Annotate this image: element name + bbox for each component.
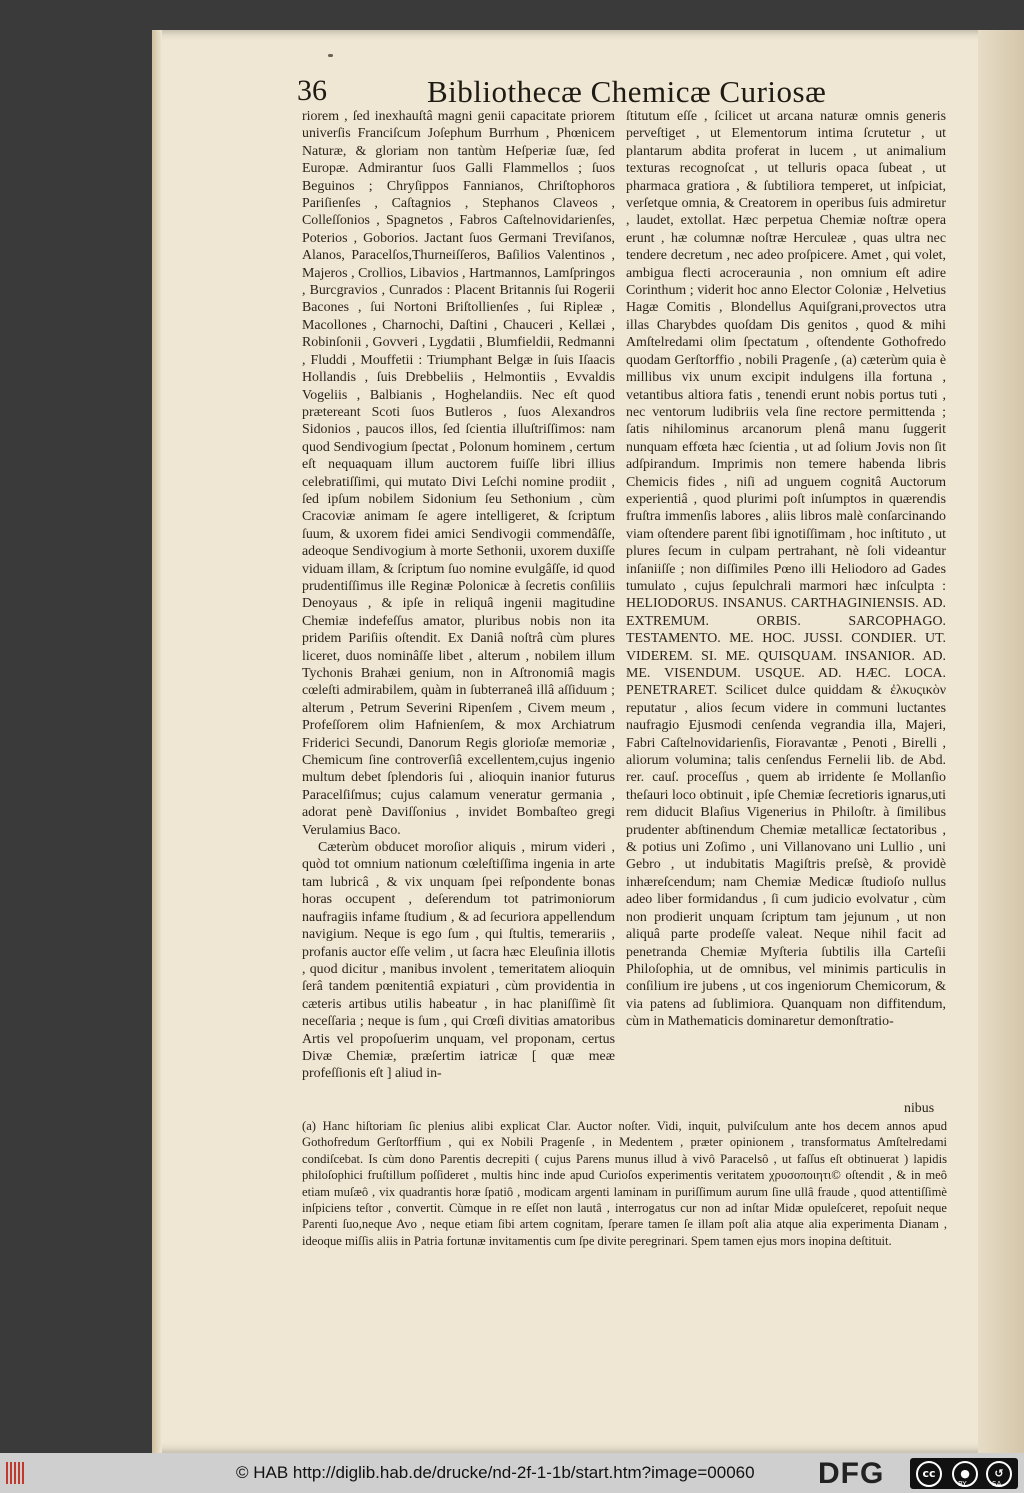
running-title: Bibliothecæ Chemicæ Curiosæ — [427, 74, 827, 109]
left-column — [302, 108, 615, 1083]
cc-icon: cc — [916, 1461, 942, 1487]
by-icon: ● — [952, 1461, 978, 1487]
right-paragraph-1: ſtitutum eſſe , ſcilicet ut arcana naturæ omnis generis perveſtiget , ut Elementorum intima ſcrutetur , ut plantarum abdita proferat in lucem , ut animalium texturas recognoſcat , ut telluris opaca ſubeat , ut pharmaca gratiora , & ſubtiliora temperet, ut inſpiciat, verſetque omnia, & Creatorem in operibus ſuis admiretur , laudet, extollat. Hæc perpetua Chemiæ noſtræ opera erunt , hæ columnæ noſtræ Herculeæ , quas ultra nec tendere decretum , nec adeo proſpicere. Amet , qui volet, ambigua flecti acroceraunia , non omnium eſt adire Corinthum ; viderit hoc anno Elector Coloniæ , Helvetius Hagæ Comitis , Blondellus Aquiſgrani,provectos utra illas Charybdes quoſdam Dis genitos , quod & mihi Amſtelredami olim ſpectatum , oſtendente Gothofredo quodam Gerſtorffio , nobili Pragenſe , (a) cæterùm quia è millibus vix unum excipit indulgens illa fortuna , vetantibus altiora fatis , tenendi erunt nobis portus tuti , nec ventorum ludibriis vela ſine rectore permittenda ; ſatis nihilominus arcanorum plenâ manu ſuggerit nunquam effœta hæc ſcientia , ut ad ſolium Jovis non ſit adſpirandum. Imprimis non temere habenda libris Chemicis fides , niſi ad unguem cognitâ Auctorum experientiâ , quod plurimi poſt inſumptos in quærendis fruſtra immenſis labores , aliis libros malè conſarcinando viam oſtendere parent ſibi ignotiſſimam , hoc inſtituto , ut plures ſecum in culpam pertrahant, nè ſoli videantur inſaniiſſe ; non diſſimiles Pœno illi Heliodoro ad Gades tumulato , cujus ſepulchrali marmori hæc inſculpta : HELIODORUS. INSANUS. CARTHAGINIENSIS. AD. EXTREMUM. ORBIS. SARCOPHAGO. TESTAMENTO. ME. HOC. JUSSI. CONDIER. UT. VIDEREM. SI. ME. QUISQUAM. INSANIOR. AD. ME. VISENDUM. USQUE. AD. HÆC. LOCA. PENETRARET. Scilicet dulce quiddam & ἐλκυςικὸν reputatur , alios ſecum videre in communi luctantes naufragio Ejusmodi cenſenda vegrandia illa, Majeri, Fabri Caſtelnovidarienſis, Fioravantæ , Penoti , Birelli , aliorum volumina; talis cenſendus Fernelii lib. de Abd. rer. cauſ. proceſſus , quem ab irridente ſe Mollanſio theſauri loco obtinuit , ipſe Chemiæ ſecretioris ignarus,uti rem diducit Blaſius Vigenerius in Philoſtr. à ſimilibus prudenter abſtinendum Chemiæ metallicæ ſectatoribus , & potius uni Zoſimo , uni Villanovano uni Lullio , uni Gebro , ut indubitatis Magiſtris preſsè, & providè inhæreſcendum; nam Chemiæ Medicæ ſtudioſo nullus adeo liber formidandus , ſi cum judicio evolvatur , cùm non prodierit unquam ſcriptum tam jejunum , ut non aliquâ parte prodeſſe valeat. Neque nihil facit ad penetranda Chemiæ Myſteria ſubtilis illa Carteſii Philoſophia, ut de omnibus, vel minimis particulis in conſilium ire jubens , ut cos ingeniorum Chemicorum, & via patens ad ſublimiora. Quanquam non diffitendum, cùm in Mathematicis dominaretur demonſtratio- — [626, 109, 946, 1030]
by-label: BY — [958, 1480, 967, 1488]
library-logo-icon — [6, 1462, 26, 1484]
sa-label: SA — [992, 1480, 1002, 1488]
page-fore-edge — [978, 30, 1024, 1453]
sa-icon: ↺ — [986, 1461, 1012, 1487]
attribution-link[interactable]: © HAB http://diglib.hab.de/drucke/nd-2f-1-1b/start.htm?image=00060 — [236, 1463, 755, 1482]
page-gutter-shadow — [152, 30, 162, 1453]
left-paragraph-1: riorem , ſed inexhauſtâ magni genii capacitate priorem univerſis Franciſcum Joſephum Burrhum , Phœnicem Naturæ, & gloriam non tantùm Heſperiæ ſuæ, ſed Europæ. Admirantur ſuos Galli Flammellos ; ſuos Beguinos ; Chryſippos Fannianos, Chriſtophoros Pariſienſes , Caſtagnios , Stephanos Claveos , Colleſſonios , Spagnetos , Fabros Caſtelnovidarienſes, Poterios , Goborios. Jactant ſuos Germani Treviſanos, Alanos, Paracelſos,Thurneiſſeros, Baſilios Valentinos , Majeros , Crollios, Libavios , Hartmannos, Lamſpringos , Burcgravios , Cunrados : Placent Britannis ſui Rogerii Bacones , ſui Nortoni Briſtollienſes , ſui Ripleæ , Macollones , Charnochi, Daſtini , Chauceri , Kellæi , Robinſonii , Govveri , Lygdatii , Blumfieldii, Redmanni , Fluddi , Mouffetii : Triumphant Belgæ in ſuis Iſaacis Hollandis , ſuis Drebbeliis , Helmontiis , Evvaldis Vogeliis , Balbianis , Hoghelandiis. Nec eſt quod prætereant Scoti ſuos Butleros , ſuos Alexandros Sidonios , paucos illos, ſed ſcientia illuſtriſſimos: nam quod Sendivogium ſpectat , Polonum hominem , certum eſt nequaquam illum auctorem fuiſſe libri illius celebratiſſimi, qui mutato Divi Leſchi nomine prodiit , ſed ipſum nobilem Sidonium ſeu Sethonium , cùm Cracoviæ animam ſe agere intelligeret, & ſcriptum ſuum, & uxorem fidei amici Sendivogii commendâſſe, adeoque Sendivogium à morte Sethonii, uxorem duxiſſe viduam illam, & ſcriptum ſuo nomine evulgâſſe, id quod prudentiſſimus ille Reginæ Polonicæ à ſecretis conſiliis Denoyaus , & ipſe in reliquâ ingenii magitudine Chemiæ indefeſſus amator, pluribus nobis non ita pridem Pariſiis oſtendit. Ex Daniâ noſtrâ cùm plures liceret, duos nominâſſe libet , alterum , nobilem illum Tychonis Brahæi genium, non in Aſtronomiâ magis cœleſti admirabilem, quàm in ſubterraneâ illâ aſſiduum ; alterum , Petrum Severini Ripenſem , Civem meum , Profeſſorem olim Hafnienſem, & mox Archiatrum Friderici Secundi, Danorum Regis glorioſæ memoriæ , Chemicum ſine controverſiâ excellentem,cujus ingenio multum debet ſplendoris ſui , alioquin inanior futurus Paracelſiſmus; cujus calamum veneratur germania , adorat penè Daviſſonius , invidet Bombaſteo gregi Verulamius Baco. — [302, 109, 615, 838]
ink-mark — [328, 54, 333, 57]
viewer-footer — [0, 1453, 1024, 1493]
dfg-logo: DFG — [818, 1457, 885, 1490]
cc-license-badge[interactable] — [910, 1458, 1018, 1489]
right-column — [626, 108, 946, 1031]
page-number: 36 — [297, 74, 327, 107]
footnote: (a) Hanc hiſtoriam ſic plenius alibi explicat Clar. Auctor noſter. Vidi, inquit, pulviſculum ante hos decem annos apud Gothofredum Gerſtorffium , qui ex Nobili Pragenſe , in Medentem , præter opinionem , transformatus Amſtelredami condiſcebat. Is cùm dono Parentis decrepiti ( cujus Parens munus illud à vivô Paracelsô , ut faſſus eſt obtinuerat ) lapidis philoſophici fruſtillum poſſideret , multis hinc inde apud Curioſos experimentis veritatem χρυσοποιητι© oſtendit , & in meô etiam muſæô , vix quadrantis horæ ſpatiô , modicam argenti laminam in puriſſimum aurum ſine ullâ fraude , quod attentiſſimè inſpiciens teſtor , convertit. Cùmque in re eſſet non lautâ , interrogatus cur non ad inſtar Midæ opuleſceret, repoſuit neque Parenti ſuo,neque Avo , neque etiam ſibi artem cognitam, ſperare tamen ſe illam poſt alia atque alia experimenta Dianam , ideoque miſſis aliis in Patria fortunæ invitamentis cum ſpe divite peregrinari. Spem tamen ejus mors inopina deſtituit. — [302, 1119, 947, 1248]
left-paragraph-2: Cæterùm obducet moroſior aliquis , mirum videri , quòd tot omnium nationum cœleſtiſſima ingenia in arte tam lubricâ , & vix unquam ſpei reſpondente bonas horas occupent , deſerendum tot patrimoniorum naufragiis infame ſtudium , & ad ſecuriora appellendum navigium. Neque is ego ſum , qui ſtultis, temerariis , profanis auctor eſſe velim , ut ſacra hæc Eleuſinia illotis , quod dicitur , manibus involent , temeritatem alioquin ſerâ tandem pœnitentiâ expiaturi , cùm providentia in cæteris artibus utilis habeatur , in hac planiſſimè ſit neceſſaria ; neque is ſum , qui Crœſi divitias amatoribus Artis vel propoſuerim unquam, vel proponam, certus Divæ Chemiæ, præſertim iatricæ [ quæ meæ profeſſionis eſt ] aliud in- — [302, 840, 615, 1082]
catchword: nibus — [904, 1101, 935, 1116]
